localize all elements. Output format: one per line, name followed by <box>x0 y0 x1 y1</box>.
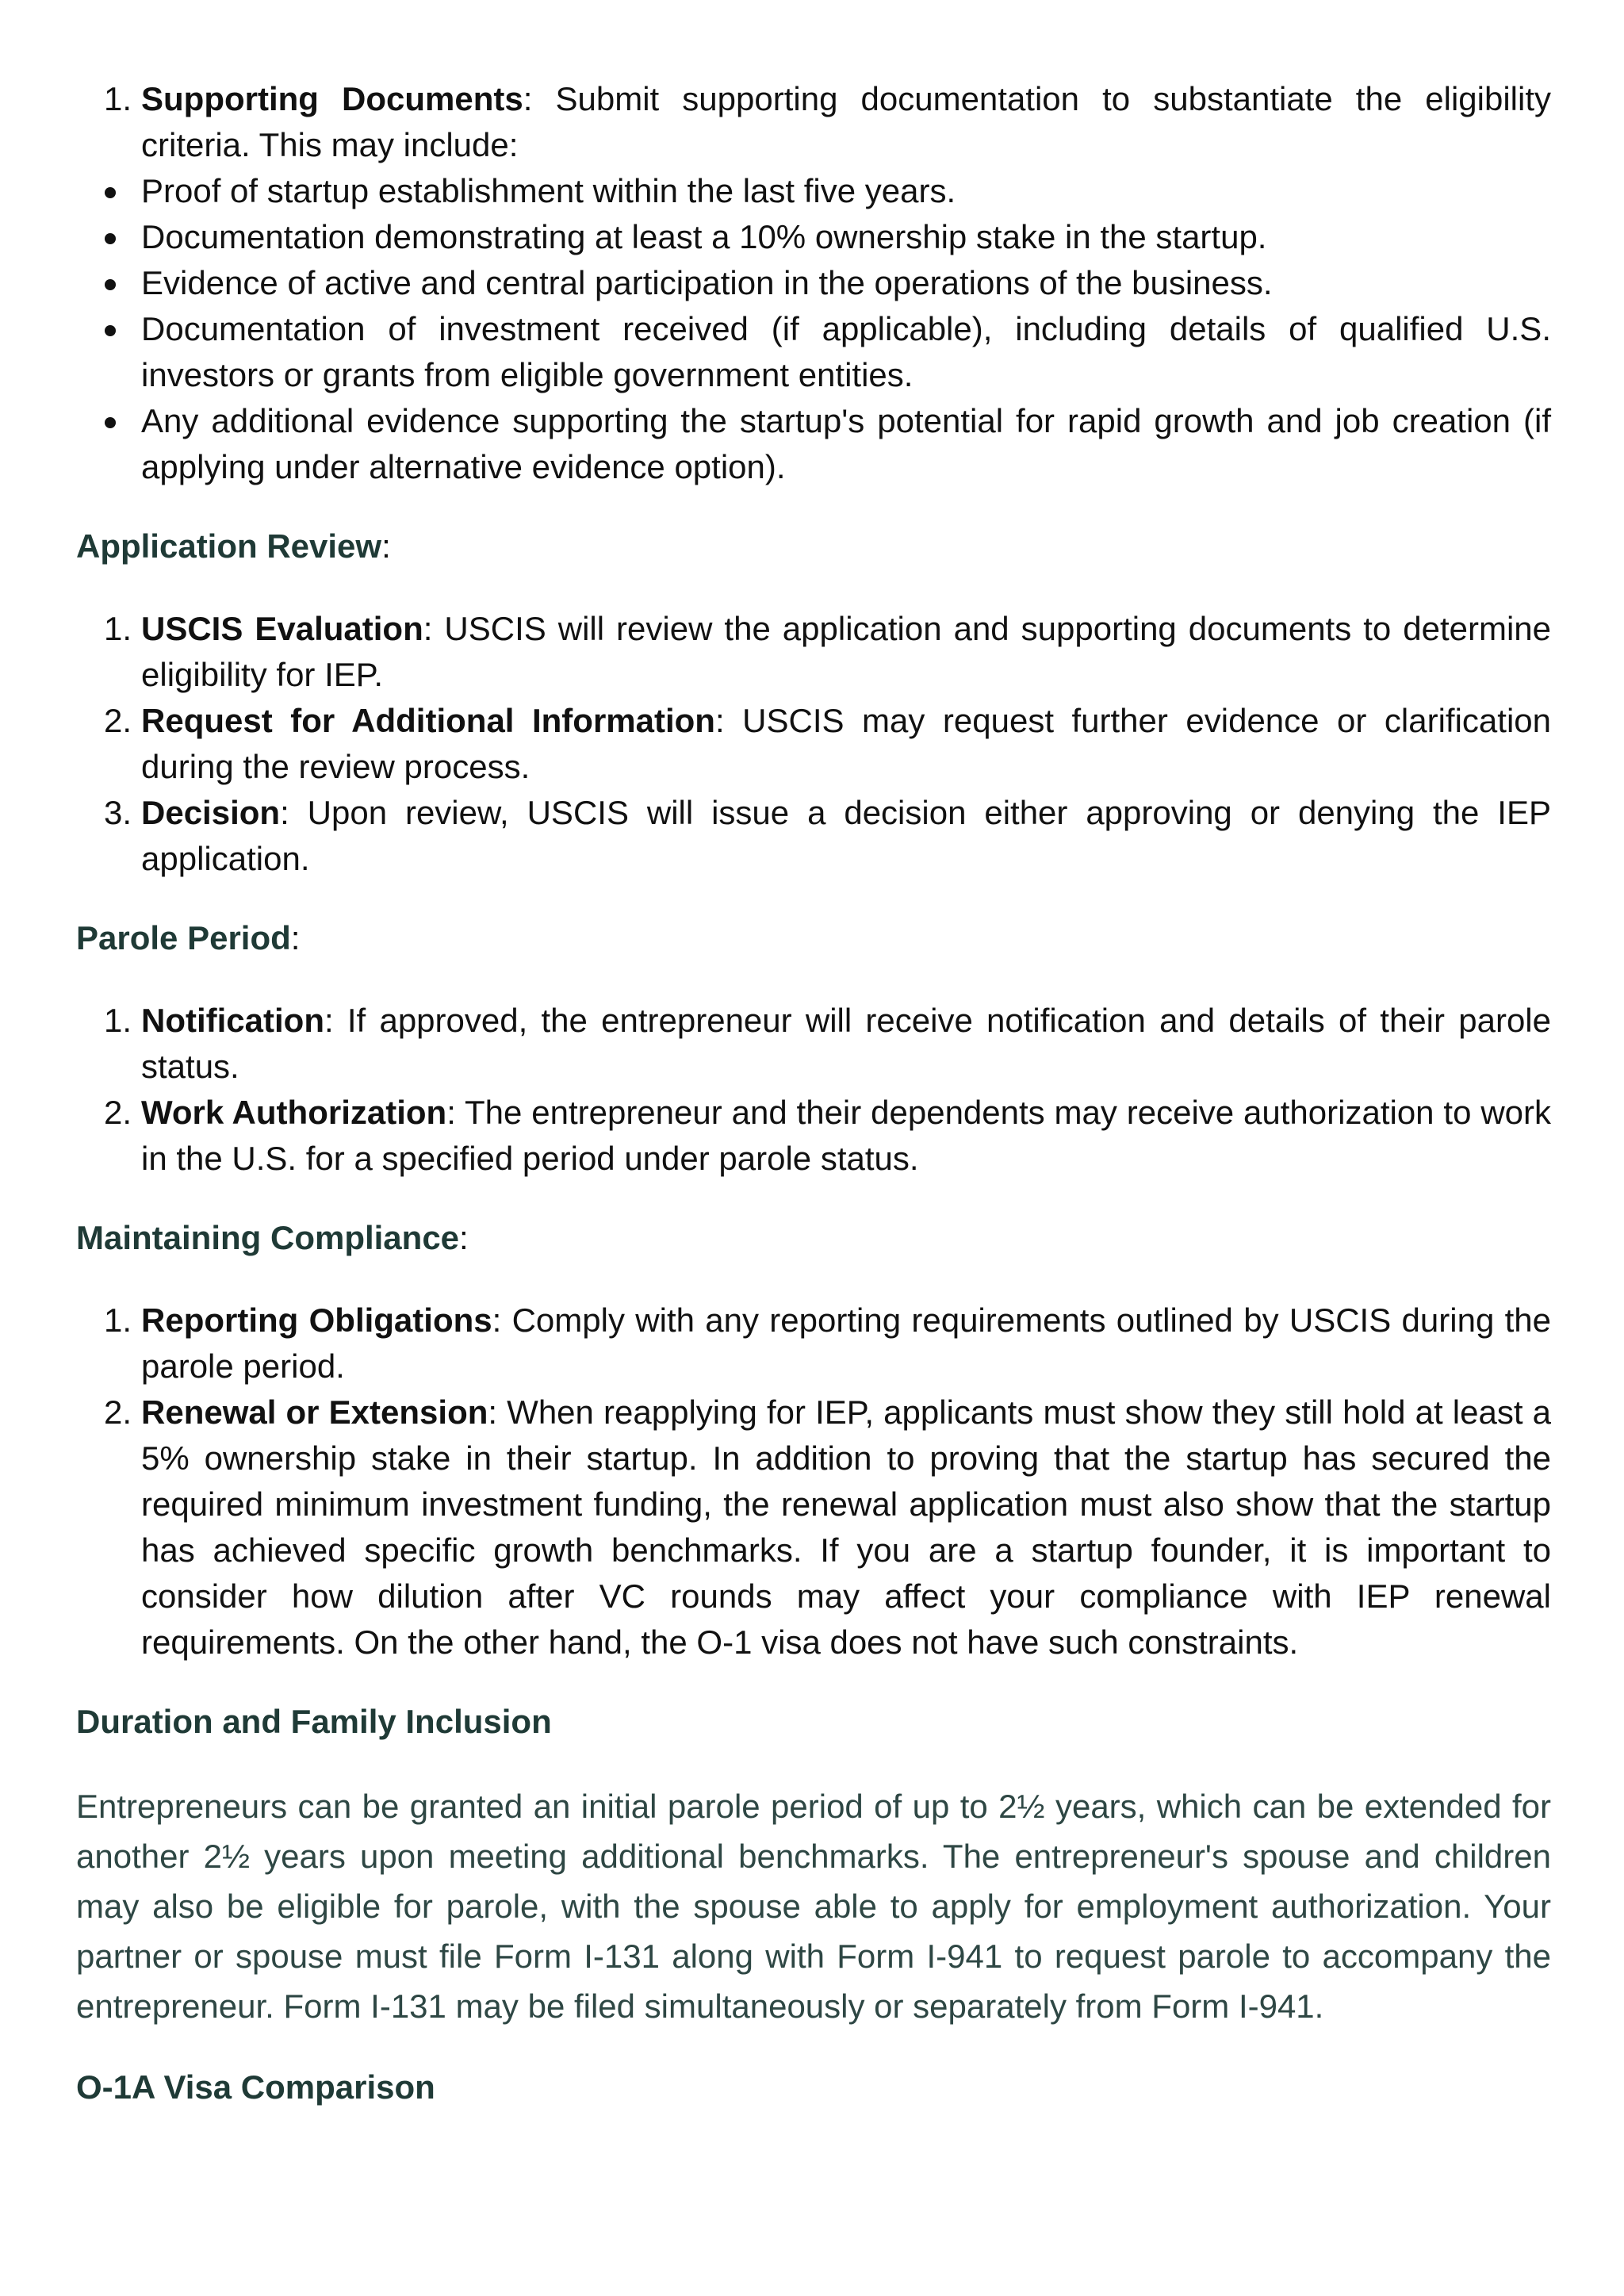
item-term: Reporting Obligations <box>141 1301 492 1339</box>
item-term: Notification <box>141 1002 324 1039</box>
list-number: 1. <box>103 1002 132 1039</box>
item-term: Supporting Documents <box>141 80 523 117</box>
section-heading-o1a-comparison: O-1A Visa Comparison <box>76 2068 435 2106</box>
item-term: Request for Additional Information <box>141 702 715 739</box>
list-item <box>76 1389 1551 1665</box>
list-item <box>76 76 1551 168</box>
application-review-list <box>76 606 1551 882</box>
item-text: : Upon review, USCIS will issue a decision either approving or denying the IEP application. <box>141 794 1551 877</box>
section-heading-application-review: Application Review: <box>76 527 391 565</box>
item-text: : The entrepreneur and their dependents may receive authorization to work in the U.S. for a specified period under parole status. <box>141 1094 1551 1177</box>
item-text: : Submit supporting documentation to substantiate the eligibility criteria. This may include: <box>141 80 1551 163</box>
item-text: : USCIS will review the application and supporting documents to determine eligibility for IEP. <box>141 610 1552 693</box>
bullet-text: Documentation demonstrating at least a 10% ownership stake in the startup. <box>141 218 1267 255</box>
maintaining-compliance-list <box>76 1297 1551 1665</box>
list-item <box>76 606 1551 698</box>
section-heading-maintaining-compliance: Maintaining Compliance: <box>76 1219 469 1256</box>
item-text: : If approved, the entrepreneur will receive notification and details of their parole status. <box>141 1002 1551 1085</box>
list-item <box>76 998 1551 1090</box>
bullet-text: Evidence of active and central participation in the operations of the business. <box>141 264 1273 301</box>
item-text: : USCIS may request further evidence or clarification during the review process. <box>141 702 1551 785</box>
list-item <box>76 1297 1551 1389</box>
bullet-icon <box>105 279 116 290</box>
duration-family-paragraph: Entrepreneurs can be granted an initial parole period of up to 2½ years, which can be extended for another 2½ years upon meeting additional benchmarks. The entrepreneur's spouse and children may also be eligible for parole, with the spouse able to apply for employment authorization. Your partner or spouse must file Form I-131 along with Form I-941 to request parole to accompany the entrepreneur. Form I-131 may be filed simultaneously or separately from Form I-941. <box>76 1788 1551 2025</box>
list-number: 3. <box>103 794 132 831</box>
bullet-item <box>76 168 1551 214</box>
list-number: 2. <box>103 1094 132 1131</box>
section-heading-duration-family: Duration and Family Inclusion <box>76 1703 552 1740</box>
list-number: 1. <box>103 610 132 647</box>
bullet-text: Proof of startup establishment within the last five years. <box>141 172 956 209</box>
bullet-text: Documentation of investment received (if applicable), including details of qualified U.S. investors or grants from eligible government entities. <box>141 310 1551 393</box>
item-term: Work Authorization <box>141 1094 447 1131</box>
list-item <box>76 698 1551 790</box>
bullet-icon <box>105 233 116 244</box>
list-item <box>76 1090 1551 1182</box>
item-text: : When reapplying for IEP, applicants must show they still hold at least a 5% ownership stake in their startup. In addition to proving that the startup has secured the required minimum investment funding, the renewal application must also show that the startup has achieved specific growth benchmarks. If you are a startup founder, it is important to consider how dilution after VC rounds may affect your compliance with IEP renewal requirements. On the other hand, the O-1 visa does not have such constraints. <box>141 1393 1551 1661</box>
document-page <box>76 76 1551 2110</box>
bullet-icon <box>105 417 116 428</box>
item-term: Decision <box>141 794 281 831</box>
item-text: : Comply with any reporting requirements outlined by USCIS during the parole period. <box>141 1301 1551 1385</box>
bullet-icon <box>105 187 116 198</box>
bullet-icon <box>105 325 116 336</box>
bullet-item <box>76 398 1551 490</box>
bullet-item <box>76 260 1551 306</box>
item-term: USCIS Evaluation <box>141 610 423 647</box>
list-number: 2. <box>103 1393 132 1431</box>
bullet-item <box>76 214 1551 260</box>
bullet-text: Any additional evidence supporting the startup's potential for rapid growth and job creation (if applying under alternative evidence option). <box>141 402 1551 485</box>
bullet-item <box>76 306 1551 398</box>
parole-period-list <box>76 998 1551 1182</box>
list-number: 1. <box>103 80 132 117</box>
item-term: Renewal or Extension <box>141 1393 488 1431</box>
list-number: 1. <box>103 1301 132 1339</box>
list-number: 2. <box>103 702 132 739</box>
list-item <box>76 790 1551 882</box>
supporting-documents-list <box>76 76 1551 490</box>
section-heading-parole-period: Parole Period: <box>76 919 301 956</box>
